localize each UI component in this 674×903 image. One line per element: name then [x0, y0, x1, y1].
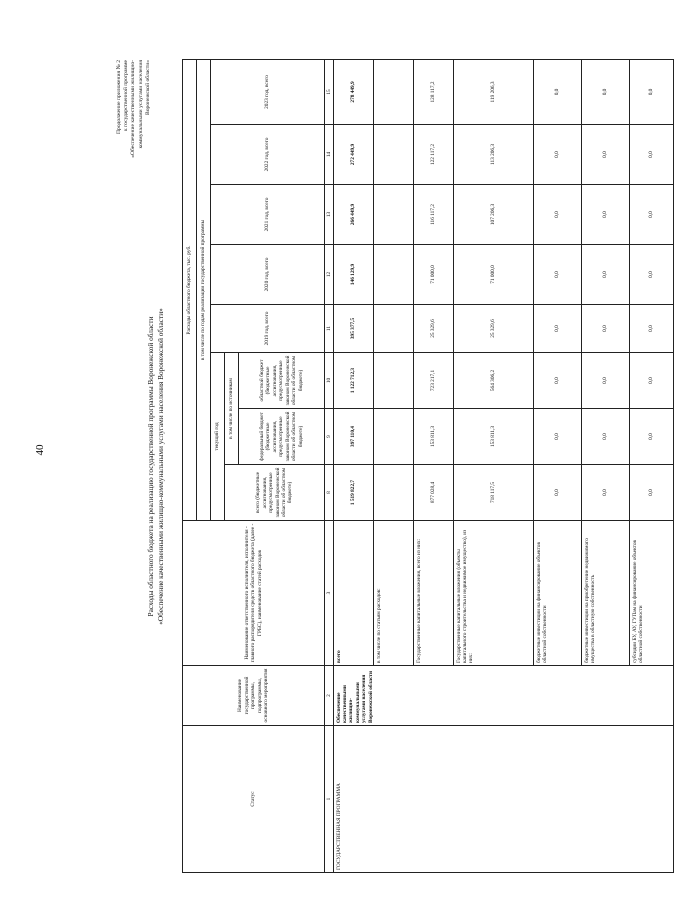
- header-by-years: в том числе по годам реализации государственной программы: [197, 59, 211, 520]
- row-value: 25 329,6: [454, 305, 534, 353]
- row-value: 0,0: [534, 353, 582, 409]
- row-value: 116 117,2: [414, 185, 454, 245]
- rotated-document-page: [116, 60, 655, 873]
- header-2022: 2022 год, всего: [211, 125, 325, 185]
- appendix-line: к государственной программе: [123, 60, 130, 132]
- header-status: Статус: [183, 726, 325, 873]
- header-executor: Наименование ответственного исполнителя, исполнителя - главного распорядителя средств областного бюджета (далее - ГРБС), наименование статей расходов: [183, 521, 325, 666]
- page-number: 40: [34, 444, 46, 456]
- row-value: 0,0: [534, 125, 582, 185]
- column-number: 1: [325, 726, 334, 873]
- column-number: 14: [325, 125, 334, 185]
- row-value: 0,0: [630, 465, 674, 521]
- row-value: 0,0: [534, 305, 582, 353]
- budget-table: [182, 59, 674, 873]
- header-2020: 2020 год, всего: [211, 245, 325, 305]
- header-expenses: Расходы областного бюджета, тыс. руб.: [183, 59, 197, 520]
- table-row: [334, 59, 374, 872]
- row-value: 397 110,4: [334, 409, 374, 465]
- row-value: 122 117,2: [414, 125, 454, 185]
- row-value: 0,0: [582, 59, 630, 124]
- row-value: 0,0: [534, 59, 582, 124]
- row-value: 0,0: [582, 465, 630, 521]
- row-value: 0,0: [630, 409, 674, 465]
- appendix-line: «Обеспечение качественными жилищно-: [130, 60, 137, 158]
- row-executor: бюджетные инвестиции на финансирование объектов областной собственности: [534, 521, 582, 666]
- row-executor: Государственные капитальные вложения, всего из них:: [414, 521, 454, 666]
- row-executor: Государственные капитальные вложения (объекты капитального строительства и недвижимое имущество), из них:: [454, 521, 534, 666]
- row-program: Обеспечение качественными жилищно-коммунальными услугами населения Воронежской области: [334, 666, 674, 726]
- row-value: 278 449,9: [334, 59, 374, 124]
- row-value: 128 117,2: [414, 59, 454, 124]
- row-value: 272 449,9: [334, 125, 374, 185]
- row-value: 718 117,5: [454, 465, 534, 521]
- row-value: 71 000,0: [454, 245, 534, 305]
- header-program: Наименование государственной программы, подпрограммы, основного мероприятия: [183, 666, 325, 726]
- row-value: 0,0: [534, 245, 582, 305]
- row-executor: в том числе по статьям расходов:: [374, 521, 414, 666]
- row-value: 146 129,9: [334, 245, 374, 305]
- column-number: 8: [325, 465, 334, 521]
- row-value: [374, 305, 414, 353]
- row-value: 0,0: [582, 125, 630, 185]
- row-value: 0,0: [630, 185, 674, 245]
- row-value: 113 206,3: [454, 125, 534, 185]
- header-2021: 2021 год, всего: [211, 185, 325, 245]
- row-value: 877 028,4: [414, 465, 454, 521]
- title-line: Расходы областного бюджета на реализацию государственной программы Воронежской области: [146, 316, 155, 617]
- row-value: 1 122 712,3: [334, 353, 374, 409]
- title-line: «Обеспечение качественными жилищно-коммунальными услугами населения Воронежской области»: [155, 308, 165, 625]
- row-value: 0,0: [630, 59, 674, 124]
- row-value: 395 377,5: [334, 305, 374, 353]
- row-value: [374, 353, 414, 409]
- row-value: 723 217,1: [414, 353, 454, 409]
- header-federal: федеральный бюджет (бюджетные ассигнования, предусмотренные законом Воронежской области об областном бюджете): [239, 409, 325, 465]
- row-value: [374, 185, 414, 245]
- row-value: 153 811,3: [414, 409, 454, 465]
- header-by-sources: в том числе по источникам: [225, 353, 239, 465]
- appendix-line: Воронежской области»: [144, 60, 151, 115]
- row-value: 564 306,2: [454, 353, 534, 409]
- column-number: 12: [325, 245, 334, 305]
- column-number: 11: [325, 305, 334, 353]
- appendix-line: Продолжение приложения № 2: [116, 60, 122, 134]
- row-value: 119 206,3: [454, 59, 534, 124]
- row-value: [374, 125, 414, 185]
- row-value: 0,0: [630, 125, 674, 185]
- row-value: 107 206,3: [454, 185, 534, 245]
- row-value: 0,0: [534, 185, 582, 245]
- row-value: 0,0: [582, 353, 630, 409]
- row-value: 25 329,6: [414, 305, 454, 353]
- column-number: 13: [325, 185, 334, 245]
- row-value: 1 519 822,7: [334, 465, 374, 521]
- row-value: [374, 409, 414, 465]
- column-number: 9: [325, 409, 334, 465]
- header-regional: областной бюджет (бюджетные ассигнования, предусмотренные законом Воронежской области об областном бюджете): [239, 353, 325, 409]
- row-value: 0,0: [630, 245, 674, 305]
- header-2023: 2023 год, всего: [211, 59, 325, 124]
- row-value: [374, 465, 414, 521]
- row-value: 0,0: [534, 409, 582, 465]
- row-executor: бюджетные инвестиции на приобретение недвижимого имущества в областную собственность: [582, 521, 630, 666]
- row-value: 0,0: [582, 409, 630, 465]
- column-numbers-row: [325, 59, 334, 872]
- document-title: [146, 60, 165, 873]
- row-value: 266 449,9: [334, 185, 374, 245]
- row-value: 0,0: [630, 353, 674, 409]
- row-value: 0,0: [534, 465, 582, 521]
- row-value: 0,0: [582, 185, 630, 245]
- row-value: [374, 245, 414, 305]
- row-executor: всего: [334, 521, 374, 666]
- column-number: 10: [325, 353, 334, 409]
- row-status: ГОСУДАРСТВЕННАЯ ПРОГРАММА: [334, 726, 674, 873]
- row-value: 0,0: [582, 305, 630, 353]
- appendix-line: коммунальными услугами населения: [137, 60, 144, 149]
- row-value: [374, 59, 414, 124]
- row-executor: субсидии БУ, АУ, ГУПам на финансирование объектов областной собственности: [630, 521, 674, 666]
- header-2019: 2019 год, всего: [211, 305, 325, 353]
- row-value: 71 000,0: [414, 245, 454, 305]
- row-value: 0,0: [630, 305, 674, 353]
- column-number: 2: [325, 666, 334, 726]
- header-current-year: текущий год: [211, 353, 225, 521]
- column-number: 15: [325, 59, 334, 124]
- column-number: 3: [325, 521, 334, 666]
- row-value: 153 811,3: [454, 409, 534, 465]
- row-value: 0,0: [582, 245, 630, 305]
- header-total-current: всего (бюджетные ассигнования, предусмотренные законом Воронежской области об областном бюджете): [225, 465, 325, 521]
